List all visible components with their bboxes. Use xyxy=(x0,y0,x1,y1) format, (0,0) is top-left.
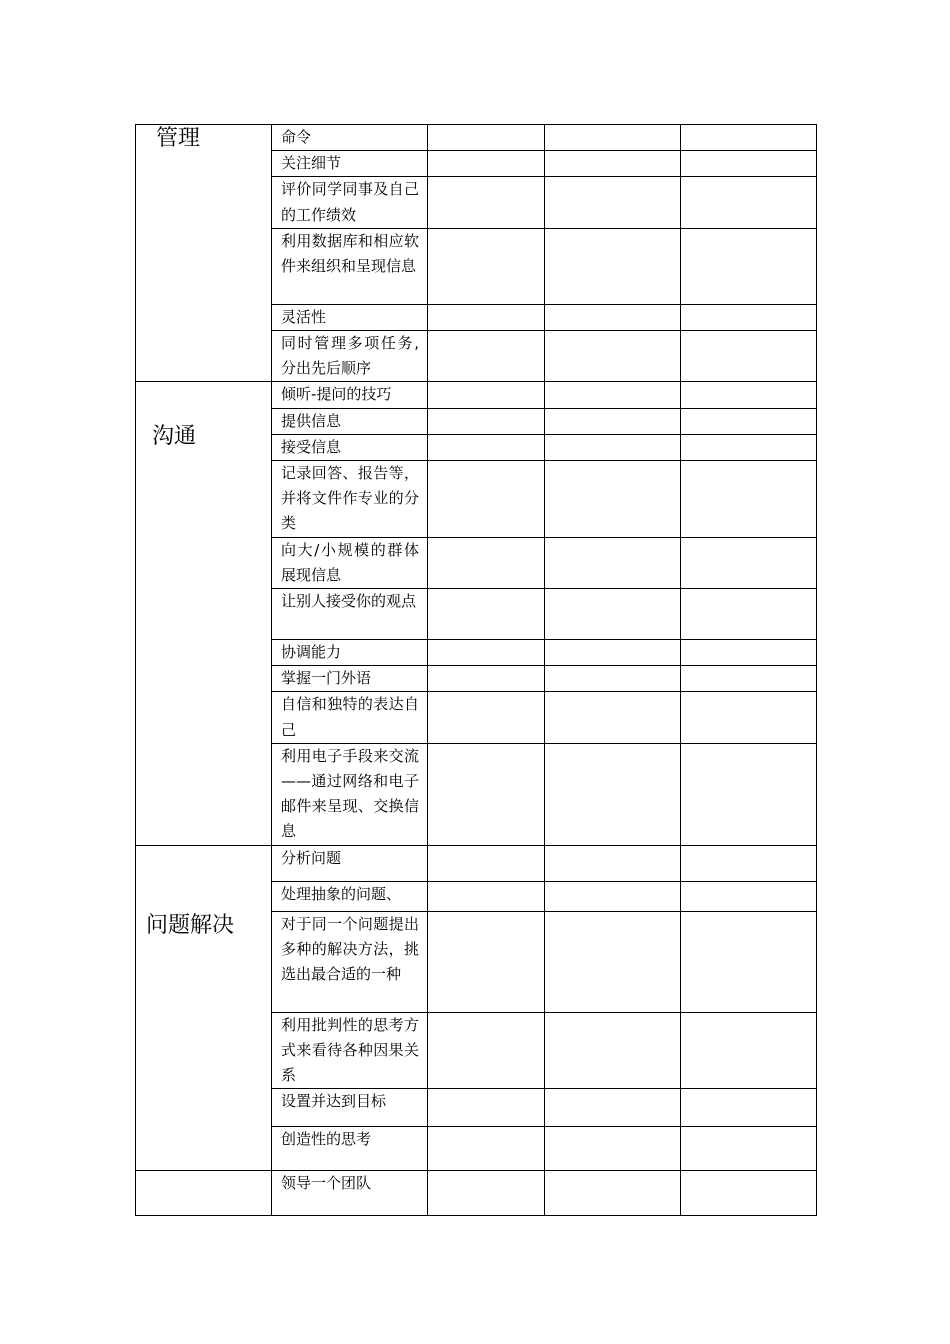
rating-cell-2[interactable] xyxy=(545,151,681,177)
rating-cell-2[interactable] xyxy=(545,881,681,911)
skill-label: 接受信息 xyxy=(281,437,342,456)
skill-cell xyxy=(272,125,428,151)
skill-label: 命令 xyxy=(281,128,312,146)
rating-cell-3[interactable] xyxy=(681,1127,817,1171)
rating-cell-2[interactable] xyxy=(545,177,681,228)
rating-cell-2[interactable] xyxy=(545,589,681,640)
rating-cell-3[interactable] xyxy=(681,743,817,845)
skill-cell xyxy=(272,177,428,228)
rating-cell-2[interactable] xyxy=(545,125,681,151)
rating-cell-2[interactable] xyxy=(545,461,681,538)
skill-cell xyxy=(272,881,428,911)
rating-cell-1[interactable] xyxy=(428,304,545,330)
skill-label: 提供信息 xyxy=(281,411,342,430)
skill-label: 向大/小规模的群体展现信息 xyxy=(281,540,419,584)
rating-cell-3[interactable] xyxy=(681,177,817,228)
rating-cell-1[interactable] xyxy=(428,537,545,588)
rating-cell-3[interactable] xyxy=(681,881,817,911)
rating-cell-1[interactable] xyxy=(428,743,545,845)
rating-cell-3[interactable] xyxy=(681,1012,817,1089)
rating-cell-3[interactable] xyxy=(681,125,817,151)
rating-cell-3[interactable] xyxy=(681,911,817,1012)
rating-cell-2[interactable] xyxy=(545,1171,681,1216)
rating-cell-1[interactable] xyxy=(428,408,545,434)
skill-label: 倾听-提问的技巧 xyxy=(281,385,392,404)
rating-cell-1[interactable] xyxy=(428,151,545,177)
skill-cell xyxy=(272,845,428,881)
rating-cell-1[interactable] xyxy=(428,881,545,911)
rating-cell-3[interactable] xyxy=(681,304,817,330)
skill-label: 同时管理多项任务,分出先后顺序 xyxy=(281,334,419,378)
skill-label: 灵活性 xyxy=(281,307,327,326)
skill-label: 设置并达到目标 xyxy=(281,1092,387,1111)
rating-cell-1[interactable] xyxy=(428,382,545,408)
rating-cell-2[interactable] xyxy=(545,434,681,460)
rating-cell-1[interactable] xyxy=(428,1089,545,1127)
skill-label: 对于同一个问题提出多种的解决方法，挑选出最合适的一种 xyxy=(281,914,419,984)
rating-cell-1[interactable] xyxy=(428,125,545,151)
skill-label: 领导一个团队 xyxy=(281,1174,372,1193)
skill-cell xyxy=(272,1012,428,1089)
skill-label: 评价同学同事及自己的工作绩效 xyxy=(281,180,419,224)
rating-cell-2[interactable] xyxy=(545,692,681,743)
skill-cell xyxy=(272,589,428,640)
table-row xyxy=(136,125,817,151)
skill-cell xyxy=(272,1171,428,1216)
rating-cell-1[interactable] xyxy=(428,331,545,382)
skill-cell xyxy=(272,151,428,177)
skill-label: 让别人接受你的观点 xyxy=(281,592,417,611)
skill-label: 记录回答、报告等，并将文件作专业的分类 xyxy=(281,464,419,533)
rating-cell-1[interactable] xyxy=(428,1012,545,1089)
skill-label: 掌握一门外语 xyxy=(281,669,372,688)
rating-cell-3[interactable] xyxy=(681,151,817,177)
rating-cell-1[interactable] xyxy=(428,692,545,743)
table-row xyxy=(136,845,817,881)
category-problem-solving-cell xyxy=(136,845,272,1171)
rating-cell-3[interactable] xyxy=(681,408,817,434)
rating-cell-1[interactable] xyxy=(428,666,545,692)
skill-cell xyxy=(272,640,428,666)
rating-cell-2[interactable] xyxy=(545,1127,681,1171)
skill-cell xyxy=(272,228,428,304)
rating-cell-2[interactable] xyxy=(545,408,681,434)
rating-cell-3[interactable] xyxy=(681,537,817,588)
rating-cell-2[interactable] xyxy=(545,743,681,845)
rating-cell-3[interactable] xyxy=(681,1171,817,1216)
skill-label: 分析问题 xyxy=(281,848,342,867)
rating-cell-1[interactable] xyxy=(428,845,545,881)
rating-cell-3[interactable] xyxy=(681,331,817,382)
skill-cell xyxy=(272,537,428,588)
rating-cell-2[interactable] xyxy=(545,666,681,692)
table-row xyxy=(136,382,817,408)
category-communication-label: 沟通 xyxy=(152,424,197,450)
rating-cell-2[interactable] xyxy=(545,537,681,588)
table-row xyxy=(136,1171,817,1216)
rating-cell-2[interactable] xyxy=(545,304,681,330)
skill-label: 自信和独特的表达自己 xyxy=(281,695,419,739)
rating-cell-2[interactable] xyxy=(545,331,681,382)
rating-cell-1[interactable] xyxy=(428,177,545,228)
skill-cell xyxy=(272,692,428,743)
rating-cell-3[interactable] xyxy=(681,640,817,666)
rating-cell-3[interactable] xyxy=(681,845,817,881)
rating-cell-3[interactable] xyxy=(681,692,817,743)
rating-cell-1[interactable] xyxy=(428,911,545,1012)
category-problem-solving-label: 问题解决 xyxy=(146,912,235,938)
skill-cell xyxy=(272,304,428,330)
skills-assessment-table xyxy=(135,124,817,1216)
skill-label: 协调能力 xyxy=(281,643,342,662)
skill-cell xyxy=(272,382,428,408)
rating-cell-2[interactable] xyxy=(545,1012,681,1089)
rating-cell-1[interactable] xyxy=(428,589,545,640)
rating-cell-2[interactable] xyxy=(545,1089,681,1127)
skill-label: 利用数据库和相应软件来组织和呈现信息 xyxy=(281,231,419,276)
skill-cell xyxy=(272,331,428,382)
rating-cell-1[interactable] xyxy=(428,1127,545,1171)
skill-cell xyxy=(272,408,428,434)
skill-cell xyxy=(272,666,428,692)
category-management-label: 管理 xyxy=(156,126,201,151)
skill-label: 利用电子手段来交流——通过网络和电子邮件来呈现、交换信息 xyxy=(281,746,419,841)
rating-cell-3[interactable] xyxy=(681,666,817,692)
skill-label: 关注细节 xyxy=(281,154,342,173)
table-body xyxy=(136,125,817,1216)
skill-label: 利用批判性的思考方式来看待各种因果关系 xyxy=(281,1015,419,1085)
rating-cell-2[interactable] xyxy=(545,228,681,304)
rating-cell-3[interactable] xyxy=(681,589,817,640)
skill-cell xyxy=(272,743,428,845)
skill-cell xyxy=(272,1089,428,1127)
skill-cell xyxy=(272,1127,428,1171)
rating-cell-3[interactable] xyxy=(681,434,817,460)
rating-cell-1[interactable] xyxy=(428,461,545,538)
category-communication-cell xyxy=(136,382,272,845)
skill-cell xyxy=(272,461,428,538)
skill-cell xyxy=(272,434,428,460)
rating-cell-1[interactable] xyxy=(428,228,545,304)
rating-cell-2[interactable] xyxy=(545,382,681,408)
category-unlabeled-cell xyxy=(136,1171,272,1216)
rating-cell-3[interactable] xyxy=(681,382,817,408)
rating-cell-3[interactable] xyxy=(681,228,817,304)
skill-label: 创造性的思考 xyxy=(281,1130,372,1149)
rating-cell-1[interactable] xyxy=(428,1171,545,1216)
rating-cell-2[interactable] xyxy=(545,911,681,1012)
skill-cell xyxy=(272,911,428,1012)
rating-cell-3[interactable] xyxy=(681,1089,817,1127)
rating-cell-2[interactable] xyxy=(545,640,681,666)
rating-cell-1[interactable] xyxy=(428,640,545,666)
skill-label: 处理抽象的问题、 xyxy=(281,884,402,903)
rating-cell-1[interactable] xyxy=(428,434,545,460)
rating-cell-3[interactable] xyxy=(681,461,817,538)
category-management-cell xyxy=(136,125,272,382)
rating-cell-2[interactable] xyxy=(545,845,681,881)
